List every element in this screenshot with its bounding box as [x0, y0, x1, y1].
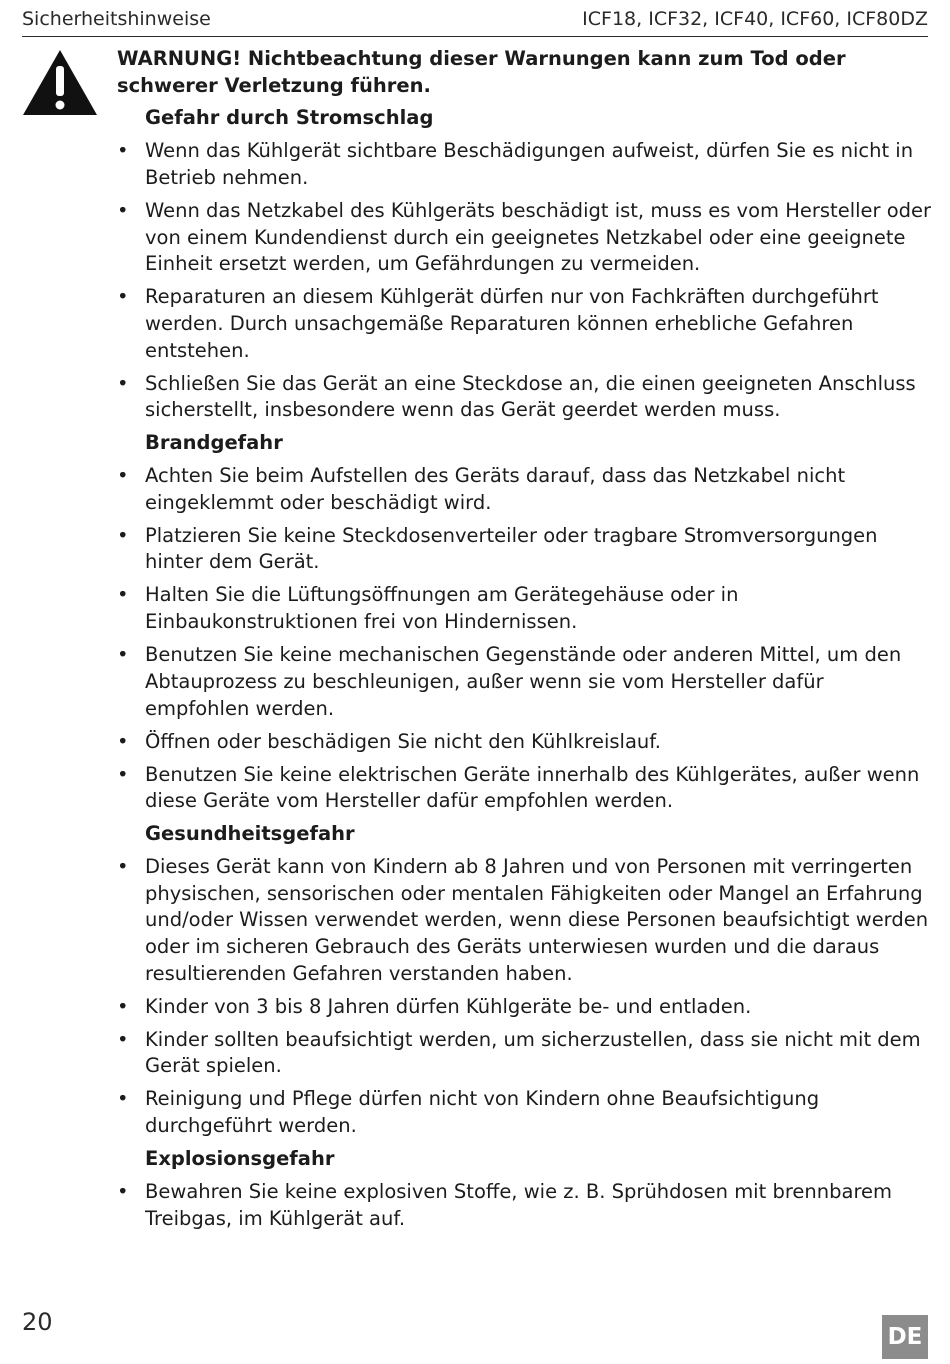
list-item [117, 1086, 932, 1139]
hazard-list [117, 463, 932, 815]
list-item-text: Reinigung und Pflege dürfen nicht von Kindern ohne Beaufsichtigung durchgeführt werden. [145, 1087, 820, 1138]
warning-triangle-icon [22, 48, 98, 116]
list-item [117, 1179, 932, 1232]
hazard-sections [117, 105, 932, 1232]
list-item [117, 523, 932, 576]
list-item-text: Wenn das Netzkabel des Kühlgeräts beschädigt ist, muss es vom Hersteller oder von einem Kundendienst durch ein geeignetes Netzkabel oder eine geeignete Einheit ersetzt werden, um Gefährdungen zu vermeiden. [145, 198, 932, 276]
bullet-icon: • [117, 1027, 129, 1051]
page-header [22, 6, 928, 37]
bullet-icon: • [117, 583, 129, 607]
list-item-text: Öffnen oder beschädigen Sie nicht den Kühlkreislauf. [145, 729, 661, 753]
list-item [117, 463, 932, 516]
bullet-icon: • [117, 139, 129, 163]
list-item [117, 994, 932, 1021]
language-badge: DE [882, 1315, 928, 1359]
list-item-text: Bewahren Sie keine explosiven Stoffe, wie z. B. Sprühdosen mit brennbarem Treibgas, im Kühlgerät auf. [145, 1179, 893, 1230]
list-item [117, 854, 932, 988]
bullet-icon: • [117, 198, 129, 222]
list-item [117, 371, 932, 424]
list-item-text: Wenn das Kühlgerät sichtbare Beschädigungen aufweist, dürfen Sie es nicht in Betrieb nehmen. [145, 139, 914, 189]
list-item-text: Platzieren Sie keine Steckdosenverteiler oder tragbare Stromversorgungen hinter dem Gerät. [145, 523, 878, 574]
section-heading: Gesundheitsgefahr [145, 822, 355, 846]
hazard-list [117, 1179, 932, 1232]
bullet-icon: • [117, 854, 129, 878]
section-heading: Brandgefahr [145, 431, 283, 455]
page-number: 20 [22, 1308, 53, 1336]
list-item [117, 1027, 932, 1080]
bullet-icon: • [117, 729, 129, 753]
list-item [117, 762, 932, 815]
list-item-text: Reparaturen an diesem Kühlgerät dürfen nur von Fachkräften durchgeführt werden. Durch unsachgemäße Reparaturen können erhebliche Gefahren entstehen. [145, 285, 879, 362]
list-item [117, 284, 932, 364]
list-item-text: Achten Sie beim Aufstellen des Geräts darauf, dass das Netzkabel nicht eingeklemmt oder beschädigt wird. [145, 464, 846, 514]
bullet-icon: • [117, 643, 129, 667]
list-item [117, 582, 932, 635]
hazard-list [117, 854, 932, 1140]
header-section-title: Sicherheitshinweise [22, 8, 211, 30]
header-model-list: ICF18, ICF32, ICF40, ICF60, ICF80DZ [582, 8, 928, 30]
bullet-icon: • [117, 371, 129, 395]
list-item-text: Kinder sollten beaufsichtigt werden, um sicherzustellen, dass sie nicht mit dem Gerät spielen. [145, 1027, 921, 1078]
bullet-icon: • [117, 464, 129, 488]
bullet-icon: • [117, 762, 129, 786]
list-item-text: Benutzen Sie keine elektrischen Geräte innerhalb des Kühlgerätes, außer wenn diese Geräte vom Hersteller dafür empfohlen werden. [145, 762, 920, 813]
section-heading: Gefahr durch Stromschlag [145, 106, 434, 130]
list-item-text: Halten Sie die Lüftungsöffnungen am Gerätegehäuse oder in Einbaukonstruktionen frei von Hindernissen. [145, 583, 739, 634]
bullet-icon: • [117, 523, 129, 547]
list-item [117, 198, 932, 278]
list-item-text: Dieses Gerät kann von Kindern ab 8 Jahren und von Personen mit verringerten physischen, sensorischen oder mentalen Fähigkeiten oder Mangel an Erfahrung und/oder Wissen verwendet werden, wenn diese Personen beaufsichtigt werden oder im sicheren Gebrauch des Geräts unterwiesen wurden und die daraus resultierenden Gefahren verstanden haben. [145, 854, 929, 985]
list-item-text: Benutzen Sie keine mechanischen Gegenstände oder anderen Mittel, um den Abtauprozess zu beschleunigen, außer wenn sie vom Hersteller dafür empfohlen werden. [145, 643, 902, 720]
section-heading: Explosionsgefahr [145, 1147, 335, 1171]
list-item [117, 729, 932, 756]
bullet-icon: • [117, 285, 129, 309]
bullet-icon: • [117, 1087, 129, 1111]
list-item-text: Schließen Sie das Gerät an eine Steckdose an, die einen geeigneten Anschluss sicherstellt, insbesondere wenn das Gerät geerdet werden muss. [145, 371, 916, 422]
list-item [117, 138, 932, 191]
bullet-icon: • [117, 1179, 129, 1203]
list-item [117, 642, 932, 722]
warning-title: WARNUNG! Nichtbeachtung dieser Warnungen kann zum Tod oder schwerer Verletzung führen. [117, 47, 846, 97]
hazard-list [117, 138, 932, 424]
list-item-text: Kinder von 3 bis 8 Jahren dürfen Kühlgeräte be- und entladen. [145, 994, 752, 1018]
safety-content [117, 46, 932, 1239]
bullet-icon: • [117, 994, 129, 1018]
